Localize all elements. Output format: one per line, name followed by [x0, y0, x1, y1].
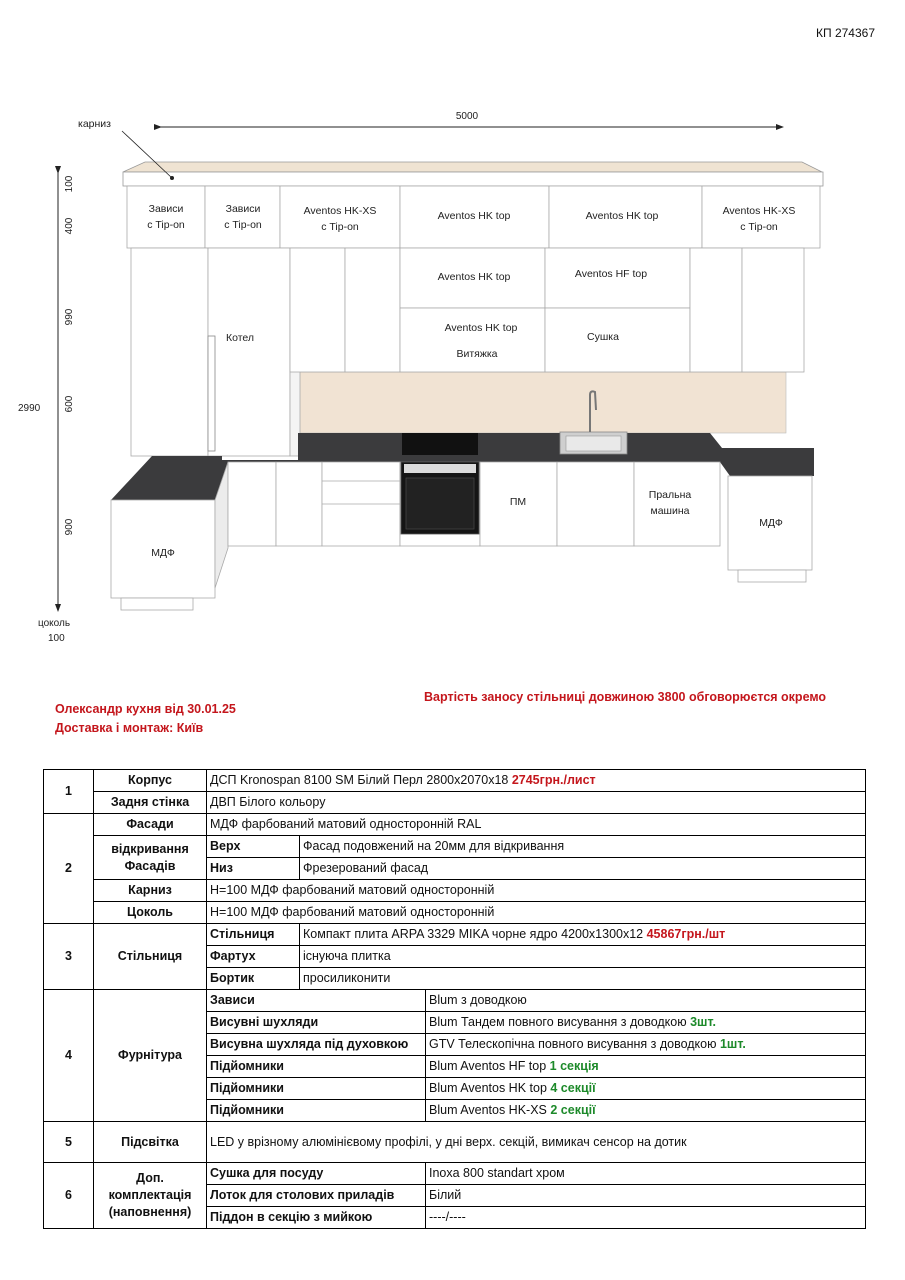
boiler-label: Котел: [225, 332, 255, 344]
oven-control-panel: [404, 464, 476, 473]
oven-door: [406, 478, 474, 529]
document-code: КП 274367: [816, 26, 875, 40]
washer-label-line2: машина: [650, 505, 690, 517]
value-oven-drawer-text: GTV Телескопічна повного висування з доводкою: [429, 1037, 720, 1051]
label-facades: Фасади: [94, 814, 207, 836]
client-line-1: Олександр кухня від 30.01.25: [55, 702, 236, 716]
table-row: [44, 1122, 866, 1163]
dishwasher-label: ПМ: [509, 496, 527, 508]
label-oven-drawer: Висувна шухляда під духовкою: [207, 1034, 426, 1056]
value-lift-hf-text: Blum Aventos HF top: [429, 1059, 550, 1073]
table-row: [44, 924, 866, 946]
table-row: [44, 814, 866, 836]
value-lift-hkxs: [426, 1100, 866, 1122]
label-sink-tray: Піддон в секцію з мийкою: [207, 1207, 426, 1229]
value-lift-hk-text: Blum Aventos HK top: [429, 1081, 551, 1095]
label-hinges: Зависи: [207, 990, 426, 1012]
value-top: Фасад подовжений на 20мм для відкривання: [300, 836, 866, 858]
upper-6-line1: Aventos HK-XS: [722, 205, 796, 217]
upper-1-line2: с Tip-on: [147, 219, 185, 231]
value-countertop-text: Компакт плита ARPA 3329 MIKA чорне ядро 4200х1300х12: [303, 927, 647, 941]
label-top: Верх: [207, 836, 300, 858]
value-facades: МДФ фарбований матовий односторонній RAL: [207, 814, 866, 836]
lower-mdf-left-label: МДФ: [151, 547, 175, 559]
value-lift-hk: [426, 1078, 866, 1100]
middle-hf-top-label: Aventos HF top: [574, 268, 648, 280]
sink-bowl: [566, 436, 621, 451]
countertop-delivery-note: Вартість заносу стільниці довжиною 3800 обговорюєтся окремо: [424, 690, 827, 704]
label-plinth: Цоколь: [94, 902, 207, 924]
total-height-label: 2990: [18, 403, 41, 414]
plinth-right: [738, 570, 806, 582]
section-3-number: 3: [44, 924, 94, 990]
backsplash: [298, 372, 786, 433]
qty-lift-hk: 4 секції: [550, 1081, 596, 1095]
price-body: 2745грн./лист: [511, 773, 596, 787]
upper-cabinet-3: [280, 186, 400, 248]
value-drawers-text: Blum Тандем повного висування з доводкою: [429, 1015, 691, 1029]
wall-cabinet-c: [690, 248, 742, 372]
label-lift-hk: Підйомники: [207, 1078, 426, 1100]
value-oven-drawer: [426, 1034, 866, 1056]
cornice-board: [123, 172, 823, 186]
wall-cabinet-a: [290, 248, 345, 372]
value-sink-tray: ----/----: [426, 1207, 866, 1229]
qty-lift-hkxs: 2 секції: [550, 1103, 596, 1117]
upper-cabinet-2: [205, 186, 280, 248]
value-hinges: [426, 990, 866, 1012]
value-cutlery-tray: Білий: [426, 1185, 866, 1207]
client-info: [55, 700, 236, 738]
value-body: [207, 770, 866, 792]
value-body-text: ДСП Kronospan 8100 SM Білий Перл 2800х2070х18: [210, 773, 512, 787]
value-lift-hf: [426, 1056, 866, 1078]
cornice-label: карниз: [78, 118, 111, 130]
plinth-value: 100: [48, 633, 65, 644]
value-cornice: Н=100 МДФ фарбований матовий односторонній: [207, 880, 866, 902]
dim-cornice-height: 100: [64, 175, 75, 193]
section-2-number: 2: [44, 814, 94, 924]
hood-cabinet: [400, 308, 545, 372]
upper-2-line1: Зависи: [225, 203, 261, 215]
dim-middle-height: 990: [64, 308, 75, 326]
cornice-top: [123, 162, 822, 172]
value-dish-dryer: Inoxa 800 standart хром: [426, 1163, 866, 1185]
value-lift-hkxs-text: Blum Aventos HK-XS: [429, 1103, 551, 1117]
label-body: Корпус: [94, 770, 207, 792]
upper-3-line2: с Tip-on: [321, 221, 359, 233]
qty-lift-hf: 1 секція: [549, 1059, 599, 1073]
tall-cabinet-left: [131, 248, 208, 456]
label-back-panel: Задня стінка: [94, 792, 207, 814]
label-bottom: Низ: [207, 858, 300, 880]
dim-upper-height: 400: [64, 217, 75, 235]
qty-drawers: 3шт.: [690, 1015, 716, 1029]
table-row: [44, 902, 866, 924]
value-countertop: [300, 924, 866, 946]
dim-lower-height: 900: [64, 518, 75, 536]
sink-cabinet: [557, 462, 634, 546]
value-lighting: LED у врізному алюмінієвому профілі, у дні верх. секцій, вимикач сенсор на дотик: [207, 1122, 866, 1163]
upper-6-line2: с Tip-on: [740, 221, 778, 233]
lower-mdf-right-label: МДФ: [759, 517, 783, 529]
category-lighting: Підсвітка: [94, 1122, 207, 1163]
washer-label-line1: Пральна: [648, 489, 692, 501]
middle-hk-top-b-label: Aventos HK top: [444, 322, 518, 334]
label-lift-hf: Підйомники: [207, 1056, 426, 1078]
lower-cabinet-1: [228, 462, 276, 546]
hood-label: Витяжка: [456, 348, 498, 360]
label-edge: Бортик: [207, 968, 300, 990]
table-row: [44, 1163, 866, 1185]
cornice-leader-dot: [170, 176, 174, 180]
plinth-left: [121, 598, 193, 610]
label-facade-opening: відкривання Фасадів: [94, 836, 207, 880]
value-hinges-text: Blum з доводкою: [429, 993, 527, 1007]
label-drawers: Висувні шухляди: [207, 1012, 426, 1034]
wall-cabinet-d: [742, 248, 804, 372]
table-row: [44, 836, 866, 858]
label-backsplash: Фартух: [207, 946, 300, 968]
price-countertop: 45867грн./шт: [646, 927, 726, 941]
category-hardware: Фурнітура: [94, 990, 207, 1122]
width-dimension-label: 5000: [455, 111, 479, 122]
label-cornice: Карниз: [94, 880, 207, 902]
value-drawers: [426, 1012, 866, 1034]
table-row: [44, 792, 866, 814]
upper-2-line2: с Tip-on: [224, 219, 262, 231]
table-row: [44, 880, 866, 902]
label-countertop: Стільниця: [207, 924, 300, 946]
table-row: [44, 770, 866, 792]
section-4-number: 4: [44, 990, 94, 1122]
label-cutlery-tray: Лоток для столових приладів: [207, 1185, 426, 1207]
lower-cabinet-2: [276, 462, 322, 546]
upper-3-line1: Aventos HK-XS: [303, 205, 377, 217]
upper-1-line1: Зависи: [148, 203, 184, 215]
client-line-2: Доставка і монтаж: Київ: [55, 721, 204, 735]
value-edge: просиликонити: [300, 968, 866, 990]
qty-oven-drawer: 1шт.: [719, 1037, 746, 1051]
middle-hk-top-label: Aventos HK top: [437, 271, 511, 283]
label-dish-dryer: Сушка для посуду: [207, 1163, 426, 1185]
value-backsplash: існуюча плитка: [300, 946, 866, 968]
washer-panel: [634, 462, 720, 546]
dryer-label: Сушка: [587, 331, 619, 343]
category-extras: Доп. комплектація (наповнення): [94, 1163, 207, 1229]
label-lift-hkxs: Підйомники: [207, 1100, 426, 1122]
table-row: [44, 990, 866, 1012]
wall-cabinet-b: [345, 248, 400, 372]
upper-4-line1: Aventos HK top: [437, 210, 511, 222]
section-1-number: 1: [44, 770, 94, 814]
section-6-number: 6: [44, 1163, 94, 1229]
value-bottom: Фрезерований фасад: [300, 858, 866, 880]
boiler-handle: [208, 336, 215, 451]
value-back-panel: ДВП Білого кольору: [207, 792, 866, 814]
tall-cabinet-boiler: [208, 248, 290, 456]
upper-5-line1: Aventos HK top: [585, 210, 659, 222]
category-countertop: Стільниця: [94, 924, 207, 990]
plinth-label: цоколь: [38, 618, 71, 629]
cooktop: [402, 433, 478, 455]
value-plinth: Н=100 МДФ фарбований матовий односторонній: [207, 902, 866, 924]
upper-cabinet-6: [702, 186, 820, 248]
upper-cabinet-1: [127, 186, 205, 248]
dim-backsplash-height: 600: [64, 395, 75, 413]
specification-table: [43, 769, 866, 1229]
section-5-number: 5: [44, 1122, 94, 1163]
